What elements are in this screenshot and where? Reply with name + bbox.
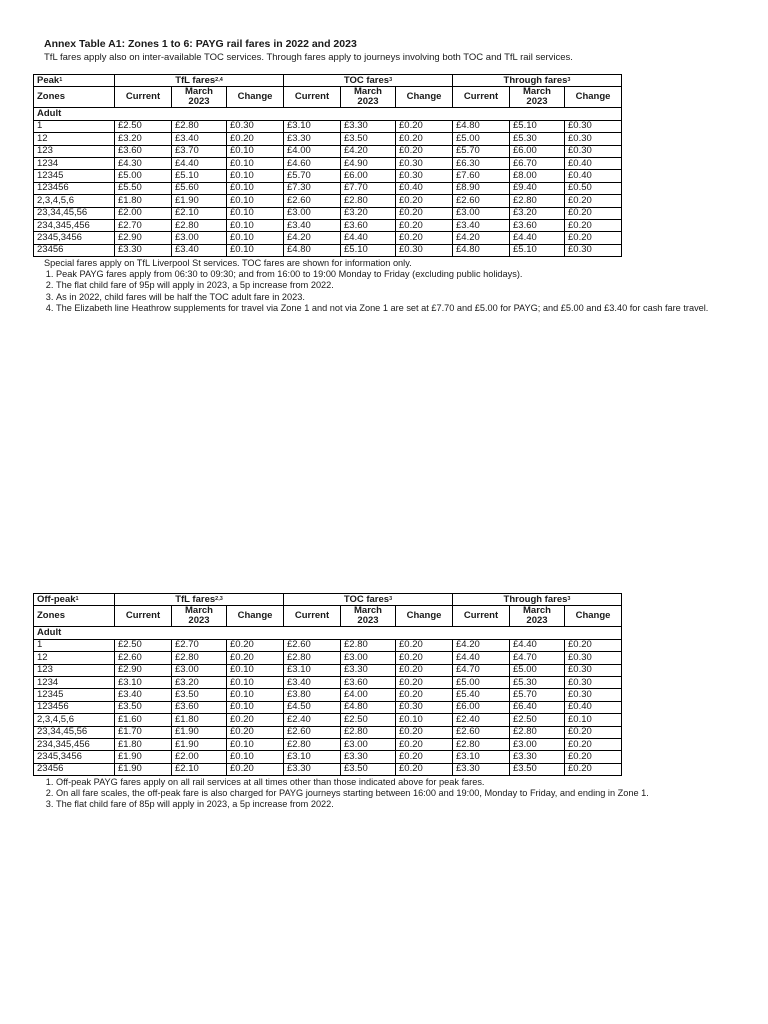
fare-cell: £5.30: [510, 133, 565, 145]
fare-cell: £3.50: [341, 763, 396, 775]
current-header: Current: [284, 606, 341, 627]
current-header: Current: [453, 87, 510, 108]
zone-cell: 234,345,456: [34, 219, 115, 231]
fare-cell: £2.10: [172, 207, 227, 219]
table-row: [34, 170, 622, 182]
table-row: [34, 120, 622, 132]
fare-cell: £4.20: [341, 145, 396, 157]
peak-notes: [44, 258, 744, 314]
zone-cell: 1: [34, 639, 115, 651]
fare-cell: £1.60: [115, 714, 172, 726]
fare-cell: £2.80: [284, 652, 341, 664]
fare-cell: £4.30: [115, 157, 172, 169]
peak-fares-table: [33, 74, 622, 257]
fare-cell: £5.60: [172, 182, 227, 194]
fare-cell: £8.00: [510, 170, 565, 182]
fare-cell: £2.90: [115, 664, 172, 676]
fare-cell: £0.40: [565, 701, 622, 713]
fare-cell: £3.30: [341, 120, 396, 132]
fare-cell: £2.40: [453, 714, 510, 726]
fare-cell: £1.80: [172, 714, 227, 726]
zone-cell: 123: [34, 145, 115, 157]
fare-cell: £0.30: [565, 145, 622, 157]
fare-cell: £6.00: [453, 701, 510, 713]
fare-cell: £2.60: [453, 726, 510, 738]
zone-cell: 23456: [34, 763, 115, 775]
current-header: Current: [284, 87, 341, 108]
fare-cell: £0.20: [396, 133, 453, 145]
march-header: March 2023: [172, 606, 227, 627]
fare-cell: £4.00: [341, 689, 396, 701]
fare-cell: £7.60: [453, 170, 510, 182]
change-header: Change: [565, 87, 622, 108]
table-row: [34, 714, 622, 726]
fare-cell: £2.80: [284, 738, 341, 750]
change-header: Change: [565, 606, 622, 627]
fare-cell: £3.10: [115, 676, 172, 688]
fare-cell: £6.40: [510, 701, 565, 713]
fare-cell: £2.80: [341, 195, 396, 207]
table-row: [34, 738, 622, 750]
fare-cell: £0.20: [396, 207, 453, 219]
peak-note-special: Special fares apply on TfL Liverpool St services. TOC fares are shown for information only.: [44, 258, 412, 268]
fare-cell: £4.40: [510, 232, 565, 244]
fare-cell: £3.30: [284, 133, 341, 145]
offpeak-group-through: Through fares$^3$: [453, 594, 622, 606]
fare-cell: £0.20: [227, 652, 284, 664]
fare-cell: £0.30: [565, 676, 622, 688]
fare-cell: £0.40: [396, 182, 453, 194]
fare-cell: £6.00: [510, 145, 565, 157]
fare-cell: £4.40: [453, 652, 510, 664]
fare-cell: £5.70: [284, 170, 341, 182]
zone-cell: 23456: [34, 244, 115, 256]
current-header: Current: [453, 606, 510, 627]
fare-cell: £6.00: [341, 170, 396, 182]
table-row: [34, 182, 622, 194]
fare-cell: £0.20: [396, 232, 453, 244]
table-row: [34, 664, 622, 676]
fare-cell: £0.20: [396, 120, 453, 132]
fare-cell: £2.80: [172, 652, 227, 664]
fare-cell: £3.50: [510, 763, 565, 775]
fare-cell: £3.70: [172, 145, 227, 157]
fare-cell: £0.20: [396, 219, 453, 231]
fare-cell: £3.00: [341, 738, 396, 750]
fare-cell: £0.10: [227, 195, 284, 207]
fare-cell: £3.00: [172, 232, 227, 244]
fare-cell: £3.50: [172, 689, 227, 701]
current-header: Current: [115, 87, 172, 108]
fare-cell: £3.10: [453, 751, 510, 763]
march-header: March 2023: [341, 606, 396, 627]
fare-cell: £2.60: [115, 652, 172, 664]
fare-cell: £0.30: [565, 244, 622, 256]
fare-cell: £3.20: [172, 676, 227, 688]
fare-cell: £2.60: [284, 726, 341, 738]
fare-cell: £0.20: [227, 639, 284, 651]
table-row: [34, 689, 622, 701]
fare-cell: £3.60: [115, 145, 172, 157]
fare-cell: £3.40: [284, 676, 341, 688]
footnote: 1. Off-peak PAYG fares apply on all rail services at all times other than those indicated above for peak fares.: [56, 777, 744, 788]
fare-cell: £1.90: [172, 726, 227, 738]
offpeak-notes: [44, 777, 744, 811]
fare-cell: £2.00: [172, 751, 227, 763]
fare-cell: £2.80: [510, 726, 565, 738]
fare-cell: £0.20: [396, 639, 453, 651]
zone-cell: 123: [34, 664, 115, 676]
zone-cell: 12: [34, 133, 115, 145]
fare-cell: £4.80: [284, 244, 341, 256]
fare-cell: £2.40: [284, 714, 341, 726]
current-header: Current: [115, 606, 172, 627]
table-row: [34, 701, 622, 713]
fare-cell: £0.30: [565, 689, 622, 701]
fare-cell: £3.50: [341, 133, 396, 145]
fare-cell: £0.20: [565, 639, 622, 651]
fare-cell: £2.70: [115, 219, 172, 231]
fare-cell: £3.40: [172, 133, 227, 145]
page-subtitle: TfL fares apply also on inter-available TOC services. Through fares apply to journeys involving both TOC and TfL rail services.: [44, 52, 573, 63]
fare-cell: £3.30: [284, 763, 341, 775]
fare-cell: £3.00: [453, 207, 510, 219]
fare-cell: £1.90: [172, 738, 227, 750]
fare-cell: £3.60: [341, 219, 396, 231]
fare-cell: £0.20: [396, 652, 453, 664]
fare-cell: £4.20: [453, 232, 510, 244]
table-row: [34, 195, 622, 207]
fare-cell: £0.20: [565, 726, 622, 738]
peak-column-headers: [34, 87, 622, 108]
fare-cell: £4.20: [453, 639, 510, 651]
fare-cell: £3.30: [341, 751, 396, 763]
page-title: Annex Table A1: Zones 1 to 6: PAYG rail fares in 2022 and 2023: [44, 38, 357, 50]
fare-cell: £0.20: [227, 726, 284, 738]
fare-cell: £0.10: [227, 232, 284, 244]
march-header: March 2023: [341, 87, 396, 108]
fare-cell: £3.50: [115, 701, 172, 713]
fare-cell: £1.70: [115, 726, 172, 738]
table-row: [34, 157, 622, 169]
fare-cell: £2.80: [341, 726, 396, 738]
fare-cell: £3.40: [172, 244, 227, 256]
fare-cell: £4.40: [341, 232, 396, 244]
fare-cell: £4.40: [172, 157, 227, 169]
fare-cell: £3.30: [510, 751, 565, 763]
zone-cell: 2,3,4,5,6: [34, 195, 115, 207]
fare-cell: £0.10: [227, 145, 284, 157]
march-header: March 2023: [510, 87, 565, 108]
zone-cell: 12345: [34, 689, 115, 701]
fare-cell: £2.80: [453, 738, 510, 750]
fare-cell: £0.10: [565, 714, 622, 726]
fare-cell: £2.50: [510, 714, 565, 726]
march-header: March 2023: [510, 606, 565, 627]
fare-cell: £0.10: [227, 207, 284, 219]
fare-cell: £0.20: [227, 714, 284, 726]
fare-cell: £2.60: [284, 639, 341, 651]
fare-cell: £0.10: [227, 738, 284, 750]
fare-cell: £5.00: [453, 133, 510, 145]
fare-cell: £6.70: [510, 157, 565, 169]
fare-cell: £3.80: [284, 689, 341, 701]
change-header: Change: [227, 606, 284, 627]
fare-cell: £0.20: [565, 751, 622, 763]
zone-cell: 2,3,4,5,6: [34, 714, 115, 726]
footnote: 3. As in 2022, child fares will be half the TOC adult fare in 2023.: [56, 292, 744, 303]
fare-cell: £4.40: [510, 639, 565, 651]
fare-cell: £5.10: [510, 120, 565, 132]
fare-cell: £4.80: [453, 120, 510, 132]
zone-cell: 12345: [34, 170, 115, 182]
zone-cell: 1234: [34, 676, 115, 688]
fare-cell: £3.20: [510, 207, 565, 219]
fare-cell: £0.20: [396, 195, 453, 207]
fare-cell: £3.20: [115, 133, 172, 145]
fare-cell: £5.00: [115, 170, 172, 182]
zones-header: Zones: [34, 606, 115, 627]
offpeak-fares-table: [33, 593, 622, 776]
table-row: [34, 639, 622, 651]
fare-cell: £0.30: [396, 157, 453, 169]
fare-cell: £0.10: [227, 170, 284, 182]
fare-cell: £2.60: [284, 195, 341, 207]
fare-cell: £2.50: [115, 639, 172, 651]
fare-cell: £4.60: [284, 157, 341, 169]
footnote: 4. The Elizabeth line Heathrow supplements for travel via Zone 1 and not via Zone 1 are set at £7.70 and £5.00 for PAYG; and £5.00 and £3.40 for cash fare travel.: [56, 303, 744, 314]
table-row: [34, 133, 622, 145]
fare-cell: £1.90: [115, 751, 172, 763]
zone-cell: 23,34,45,56: [34, 726, 115, 738]
change-header: Change: [396, 606, 453, 627]
fare-cell: £2.80: [172, 120, 227, 132]
fare-cell: £0.20: [565, 763, 622, 775]
peak-group-tfl: TfL fares$^{2,4}$: [115, 75, 284, 87]
fare-cell: £0.30: [565, 120, 622, 132]
fare-cell: £0.20: [396, 738, 453, 750]
section-adult: Adult: [34, 108, 622, 120]
fare-cell: £5.10: [341, 244, 396, 256]
fare-cell: £2.80: [172, 219, 227, 231]
fare-cell: £4.80: [453, 244, 510, 256]
zone-cell: 23,34,45,56: [34, 207, 115, 219]
fare-cell: £5.10: [172, 170, 227, 182]
fare-cell: £3.40: [115, 689, 172, 701]
fare-cell: £7.70: [341, 182, 396, 194]
fare-cell: £0.30: [227, 120, 284, 132]
table-row: [34, 726, 622, 738]
fare-cell: £7.30: [284, 182, 341, 194]
fare-cell: £0.20: [227, 133, 284, 145]
fare-cell: £0.10: [227, 664, 284, 676]
fare-cell: £2.80: [341, 639, 396, 651]
offpeak-group-toc: TOC fares$^3$: [284, 594, 453, 606]
fare-cell: £2.00: [115, 207, 172, 219]
zone-cell: 234,345,456: [34, 738, 115, 750]
fare-cell: £4.90: [341, 157, 396, 169]
zone-cell: 123456: [34, 182, 115, 194]
fare-cell: £0.20: [396, 763, 453, 775]
fare-cell: £0.30: [396, 170, 453, 182]
fare-cell: £0.20: [396, 664, 453, 676]
fare-cell: £1.80: [115, 738, 172, 750]
fare-cell: £2.50: [341, 714, 396, 726]
fare-cell: £9.40: [510, 182, 565, 194]
fare-cell: £3.00: [341, 652, 396, 664]
fare-cell: £0.10: [227, 751, 284, 763]
change-header: Change: [396, 87, 453, 108]
offpeak-group-tfl: TfL fares$^{2,3}$: [115, 594, 284, 606]
fare-cell: £0.30: [396, 244, 453, 256]
fare-cell: £0.10: [227, 157, 284, 169]
fare-cell: £3.20: [341, 207, 396, 219]
fare-cell: £0.10: [227, 689, 284, 701]
fare-cell: £4.70: [510, 652, 565, 664]
fare-cell: £3.30: [341, 664, 396, 676]
fare-cell: £2.90: [115, 232, 172, 244]
zone-cell: 12: [34, 652, 115, 664]
fare-cell: £0.40: [565, 170, 622, 182]
fare-cell: £5.00: [453, 676, 510, 688]
fare-cell: £3.30: [453, 763, 510, 775]
fare-cell: £5.70: [453, 145, 510, 157]
fare-cell: £0.10: [227, 182, 284, 194]
peak-group-toc: TOC fares$^3$: [284, 75, 453, 87]
fare-cell: £0.30: [565, 664, 622, 676]
fare-cell: £4.00: [284, 145, 341, 157]
fare-cell: £3.00: [172, 664, 227, 676]
zones-header: Zones: [34, 87, 115, 108]
fare-cell: £5.10: [510, 244, 565, 256]
offpeak-label: Off-peak$^1$: [34, 594, 115, 606]
section-adult: Adult: [34, 627, 622, 639]
fare-cell: £3.10: [284, 751, 341, 763]
fare-cell: £2.70: [172, 639, 227, 651]
fare-cell: £0.30: [565, 652, 622, 664]
zone-cell: 2345,3456: [34, 232, 115, 244]
fare-cell: £0.20: [565, 232, 622, 244]
fare-cell: £1.90: [172, 195, 227, 207]
change-header: Change: [227, 87, 284, 108]
fare-cell: £5.30: [510, 676, 565, 688]
footnote: 2. On all fare scales, the off-peak fare is also charged for PAYG journeys starting between 16:00 and 19:00, Monday to Friday, and ending in Zone 1.: [56, 788, 744, 799]
footnote: 3. The flat child fare of 85p will apply in 2023, a 5p increase from 2022.: [56, 799, 744, 810]
fare-cell: £0.20: [396, 689, 453, 701]
fare-cell: £2.60: [453, 195, 510, 207]
footnote: 2. The flat child fare of 95p will apply in 2023, a 5p increase from 2022.: [56, 280, 744, 291]
fare-cell: £3.40: [284, 219, 341, 231]
fare-cell: £0.20: [565, 195, 622, 207]
fare-cell: £0.20: [396, 726, 453, 738]
fare-cell: £0.20: [565, 219, 622, 231]
fare-cell: £0.20: [396, 751, 453, 763]
table-row: [34, 145, 622, 157]
fare-cell: £0.30: [396, 701, 453, 713]
fare-cell: £3.30: [115, 244, 172, 256]
fare-cell: £5.50: [115, 182, 172, 194]
zone-cell: 1: [34, 120, 115, 132]
fare-cell: £4.20: [284, 232, 341, 244]
offpeak-column-headers: [34, 606, 622, 627]
fare-cell: £0.20: [396, 145, 453, 157]
table-row: [34, 751, 622, 763]
fare-cell: £8.90: [453, 182, 510, 194]
fare-cell: £3.00: [510, 738, 565, 750]
fare-cell: £0.20: [565, 738, 622, 750]
fare-cell: £5.40: [453, 689, 510, 701]
table-row: [34, 244, 622, 256]
table-row: [34, 652, 622, 664]
fare-cell: £0.10: [227, 676, 284, 688]
march-header: March 2023: [172, 87, 227, 108]
fare-cell: £6.30: [453, 157, 510, 169]
peak-group-through: Through fares$^3$: [453, 75, 622, 87]
fare-cell: £0.40: [565, 157, 622, 169]
fare-cell: £0.10: [396, 714, 453, 726]
zone-cell: 123456: [34, 701, 115, 713]
fare-cell: £3.10: [284, 664, 341, 676]
fare-cell: £3.60: [172, 701, 227, 713]
table-row: [34, 676, 622, 688]
fare-cell: £3.10: [284, 120, 341, 132]
fare-cell: £3.00: [284, 207, 341, 219]
fare-cell: £2.80: [510, 195, 565, 207]
table-row: [34, 219, 622, 231]
zone-cell: 1234: [34, 157, 115, 169]
fare-cell: £2.50: [115, 120, 172, 132]
fare-cell: £5.70: [510, 689, 565, 701]
fare-cell: £0.50: [565, 182, 622, 194]
fare-cell: £3.60: [510, 219, 565, 231]
fare-cell: £1.80: [115, 195, 172, 207]
table-row: [34, 232, 622, 244]
fare-cell: £4.80: [341, 701, 396, 713]
fare-cell: £0.10: [227, 219, 284, 231]
zone-cell: 2345,3456: [34, 751, 115, 763]
table-row: [34, 207, 622, 219]
fare-cell: £0.20: [396, 676, 453, 688]
fare-cell: £0.10: [227, 701, 284, 713]
fare-cell: £0.10: [227, 244, 284, 256]
fare-cell: £0.30: [565, 133, 622, 145]
fare-cell: £4.70: [453, 664, 510, 676]
fare-cell: £4.50: [284, 701, 341, 713]
fare-cell: £2.10: [172, 763, 227, 775]
table-row: [34, 763, 622, 775]
fare-cell: £5.00: [510, 664, 565, 676]
fare-cell: £0.20: [227, 763, 284, 775]
peak-label: Peak$^1$: [34, 75, 115, 87]
fare-cell: £3.60: [341, 676, 396, 688]
footnote: 1. Peak PAYG fares apply from 06:30 to 09:30; and from 16:00 to 19:00 Monday to Friday (excluding public holidays).: [56, 269, 744, 280]
fare-cell: £1.90: [115, 763, 172, 775]
fare-cell: £3.40: [453, 219, 510, 231]
fare-cell: £0.20: [565, 207, 622, 219]
